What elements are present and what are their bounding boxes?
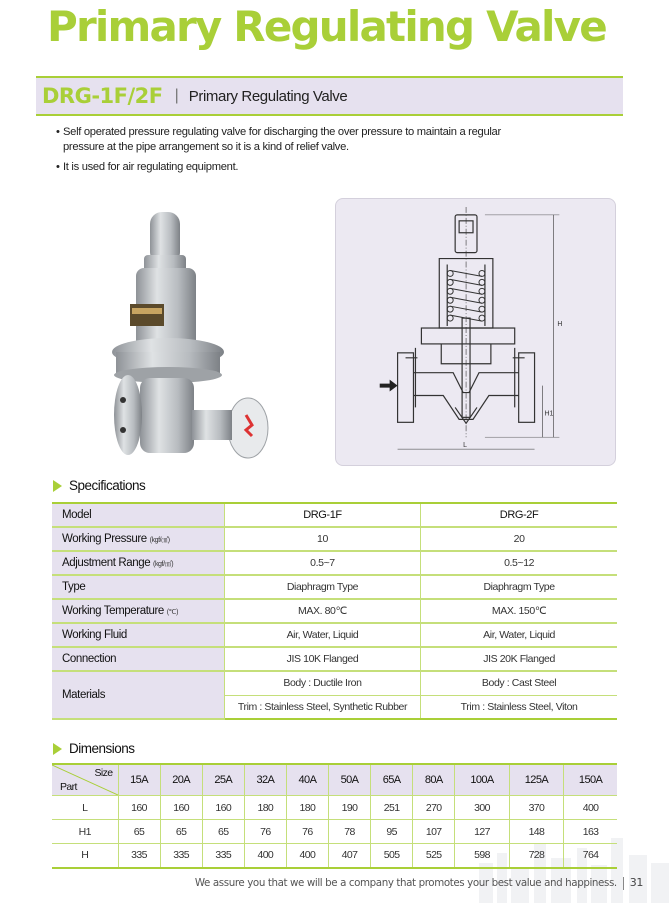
dim-label-h1: H1 — [544, 410, 554, 418]
spec-row — [52, 623, 617, 647]
spec-label-text: Type — [62, 581, 86, 593]
dim-value: 251 — [371, 796, 413, 820]
spec-row — [52, 575, 617, 599]
spec-unit: (kgf/㎠) — [149, 537, 170, 544]
dim-size-header: 65A — [371, 764, 413, 796]
dim-size-header: 50A — [328, 764, 370, 796]
dim-part-label: H1 — [52, 820, 118, 844]
corner-size-label: Size — [94, 767, 113, 779]
spec-value-drg2f: 20 — [421, 527, 617, 551]
dim-corner-cell — [52, 764, 118, 796]
spec-value-drg1f: 10 — [224, 527, 420, 551]
dim-row — [52, 820, 617, 844]
dim-value: 300 — [455, 796, 509, 820]
dim-size-header: 32A — [244, 764, 286, 796]
valve-photo — [108, 200, 288, 462]
dim-value: 180 — [244, 796, 286, 820]
spec-label-materials: Materials — [52, 671, 224, 719]
dim-header-row — [52, 764, 617, 796]
dim-label-l: L — [463, 442, 467, 450]
dim-part-label: L — [52, 796, 118, 820]
dim-size-header: 150A — [564, 764, 617, 796]
triangle-bullet-icon — [53, 480, 62, 492]
spec-label-text: Model — [62, 509, 92, 521]
spec-value-drg2f: 0.5~12 — [421, 551, 617, 575]
dim-size-header: 100A — [455, 764, 509, 796]
dim-value: 335 — [160, 844, 202, 868]
dim-value: 76 — [244, 820, 286, 844]
dim-size-header: 15A — [118, 764, 160, 796]
dim-value: 505 — [371, 844, 413, 868]
dim-value: 78 — [328, 820, 370, 844]
dim-value: 190 — [328, 796, 370, 820]
dim-value: 160 — [118, 796, 160, 820]
dim-value: 400 — [244, 844, 286, 868]
spec-value-drg1f: Air, Water, Liquid — [224, 623, 420, 647]
spec-row — [52, 527, 617, 551]
spec-label-text: Working Fluid — [62, 629, 127, 641]
spec-row — [52, 599, 617, 623]
dim-value: 598 — [455, 844, 509, 868]
spec-label-text: Working Pressure — [62, 533, 147, 545]
spec-value-drg2f: MAX. 150℃ — [421, 599, 617, 623]
spec-value-drg1f: JIS 10K Flanged — [224, 647, 420, 671]
spec-row-materials-body — [52, 671, 617, 695]
dim-value: 65 — [160, 820, 202, 844]
dim-value: 160 — [202, 796, 244, 820]
spec-value-drg2f: JIS 20K Flanged — [421, 647, 617, 671]
spec-materials-trim-drg2f: Trim : Stainless Steel, Viton — [421, 695, 617, 719]
specifications-table — [52, 502, 617, 720]
page-number: 31 — [629, 876, 643, 889]
dim-label-h: H — [557, 321, 563, 329]
specifications-heading — [53, 478, 145, 493]
spec-label — [52, 623, 224, 647]
description-item: • It is used for air regulating equipment. — [56, 160, 506, 175]
footer — [195, 876, 643, 890]
valve-diagram — [335, 198, 616, 466]
spec-row — [52, 503, 617, 527]
spec-unit: (kgf/㎠) — [153, 561, 174, 568]
dim-value: 65 — [118, 820, 160, 844]
dim-value: 65 — [202, 820, 244, 844]
dimensions-heading — [53, 741, 135, 756]
spec-row — [52, 647, 617, 671]
dim-row — [52, 796, 617, 820]
spec-value-drg2f: Diaphragm Type — [421, 575, 617, 599]
dim-size-header: 25A — [202, 764, 244, 796]
spec-row — [52, 551, 617, 575]
spec-value-drg2f: Air, Water, Liquid — [421, 623, 617, 647]
spec-label — [52, 647, 224, 671]
dim-value: 335 — [202, 844, 244, 868]
dim-value: 400 — [286, 844, 328, 868]
corner-part-label: Part — [60, 781, 77, 793]
dim-value: 76 — [286, 820, 328, 844]
dim-size-header: 40A — [286, 764, 328, 796]
model-code: DRG-1F/2F — [42, 84, 163, 108]
dim-value: 127 — [455, 820, 509, 844]
dim-value: 400 — [564, 796, 617, 820]
spec-materials-trim-drg1f: Trim : Stainless Steel, Synthetic Rubber — [224, 695, 420, 719]
footer-slogan: We assure you that we will be a company that promotes your best value and happiness. — [194, 877, 617, 889]
spec-unit: (℃) — [166, 609, 179, 616]
spec-materials-body-drg2f: Body : Cast Steel — [421, 671, 617, 695]
description-item: • Self operated pressure regulating valve for discharging the over pressure to maintain a regular pressure at the pipe arrangement so it is a kind of relief valve. — [56, 125, 506, 155]
spec-value-drg1f: Diaphragm Type — [224, 575, 420, 599]
dim-value: 407 — [328, 844, 370, 868]
model-name: Primary Regulating Valve — [188, 87, 348, 105]
spec-value-drg1f: 0.5~7 — [224, 551, 420, 575]
dim-size-header: 125A — [509, 764, 563, 796]
dim-row — [52, 844, 617, 868]
footer-divider — [623, 877, 624, 890]
dim-value: 160 — [160, 796, 202, 820]
spec-label-text: Adjustment Range — [62, 557, 151, 569]
dimensions-table — [52, 763, 617, 869]
spec-label — [52, 575, 224, 599]
spec-label — [52, 551, 224, 575]
dimensions-heading-text: Dimensions — [69, 741, 135, 756]
dim-value: 335 — [118, 844, 160, 868]
dim-value: 270 — [413, 796, 455, 820]
dim-value: 148 — [509, 820, 563, 844]
spec-value-drg1f: MAX. 80℃ — [224, 599, 420, 623]
spec-label — [52, 599, 224, 623]
description-list — [56, 125, 506, 180]
spec-value-drg2f: DRG-2F — [421, 503, 617, 527]
dim-size-header: 80A — [413, 764, 455, 796]
triangle-bullet-icon — [53, 743, 62, 755]
model-band — [36, 76, 623, 116]
dim-value: 370 — [509, 796, 563, 820]
dim-value: 95 — [371, 820, 413, 844]
dim-part-label: H — [52, 844, 118, 868]
spec-label-text: Connection — [62, 653, 117, 665]
spec-label — [52, 527, 224, 551]
spec-value-drg1f: DRG-1F — [224, 503, 420, 527]
dim-value: 107 — [413, 820, 455, 844]
model-separator: | — [174, 87, 179, 104]
dim-value: 525 — [413, 844, 455, 868]
spec-label — [52, 503, 224, 527]
spec-label-text: Working Temperature — [62, 605, 164, 617]
dim-value: 764 — [564, 844, 617, 868]
dim-value: 163 — [564, 820, 617, 844]
dim-value: 728 — [509, 844, 563, 868]
specifications-heading-text: Specifications — [69, 478, 146, 493]
dim-size-header: 20A — [160, 764, 202, 796]
spec-materials-body-drg1f: Body : Ductile Iron — [224, 671, 420, 695]
page-title: Primary Regulating Valve — [47, 2, 606, 51]
dim-value: 180 — [286, 796, 328, 820]
